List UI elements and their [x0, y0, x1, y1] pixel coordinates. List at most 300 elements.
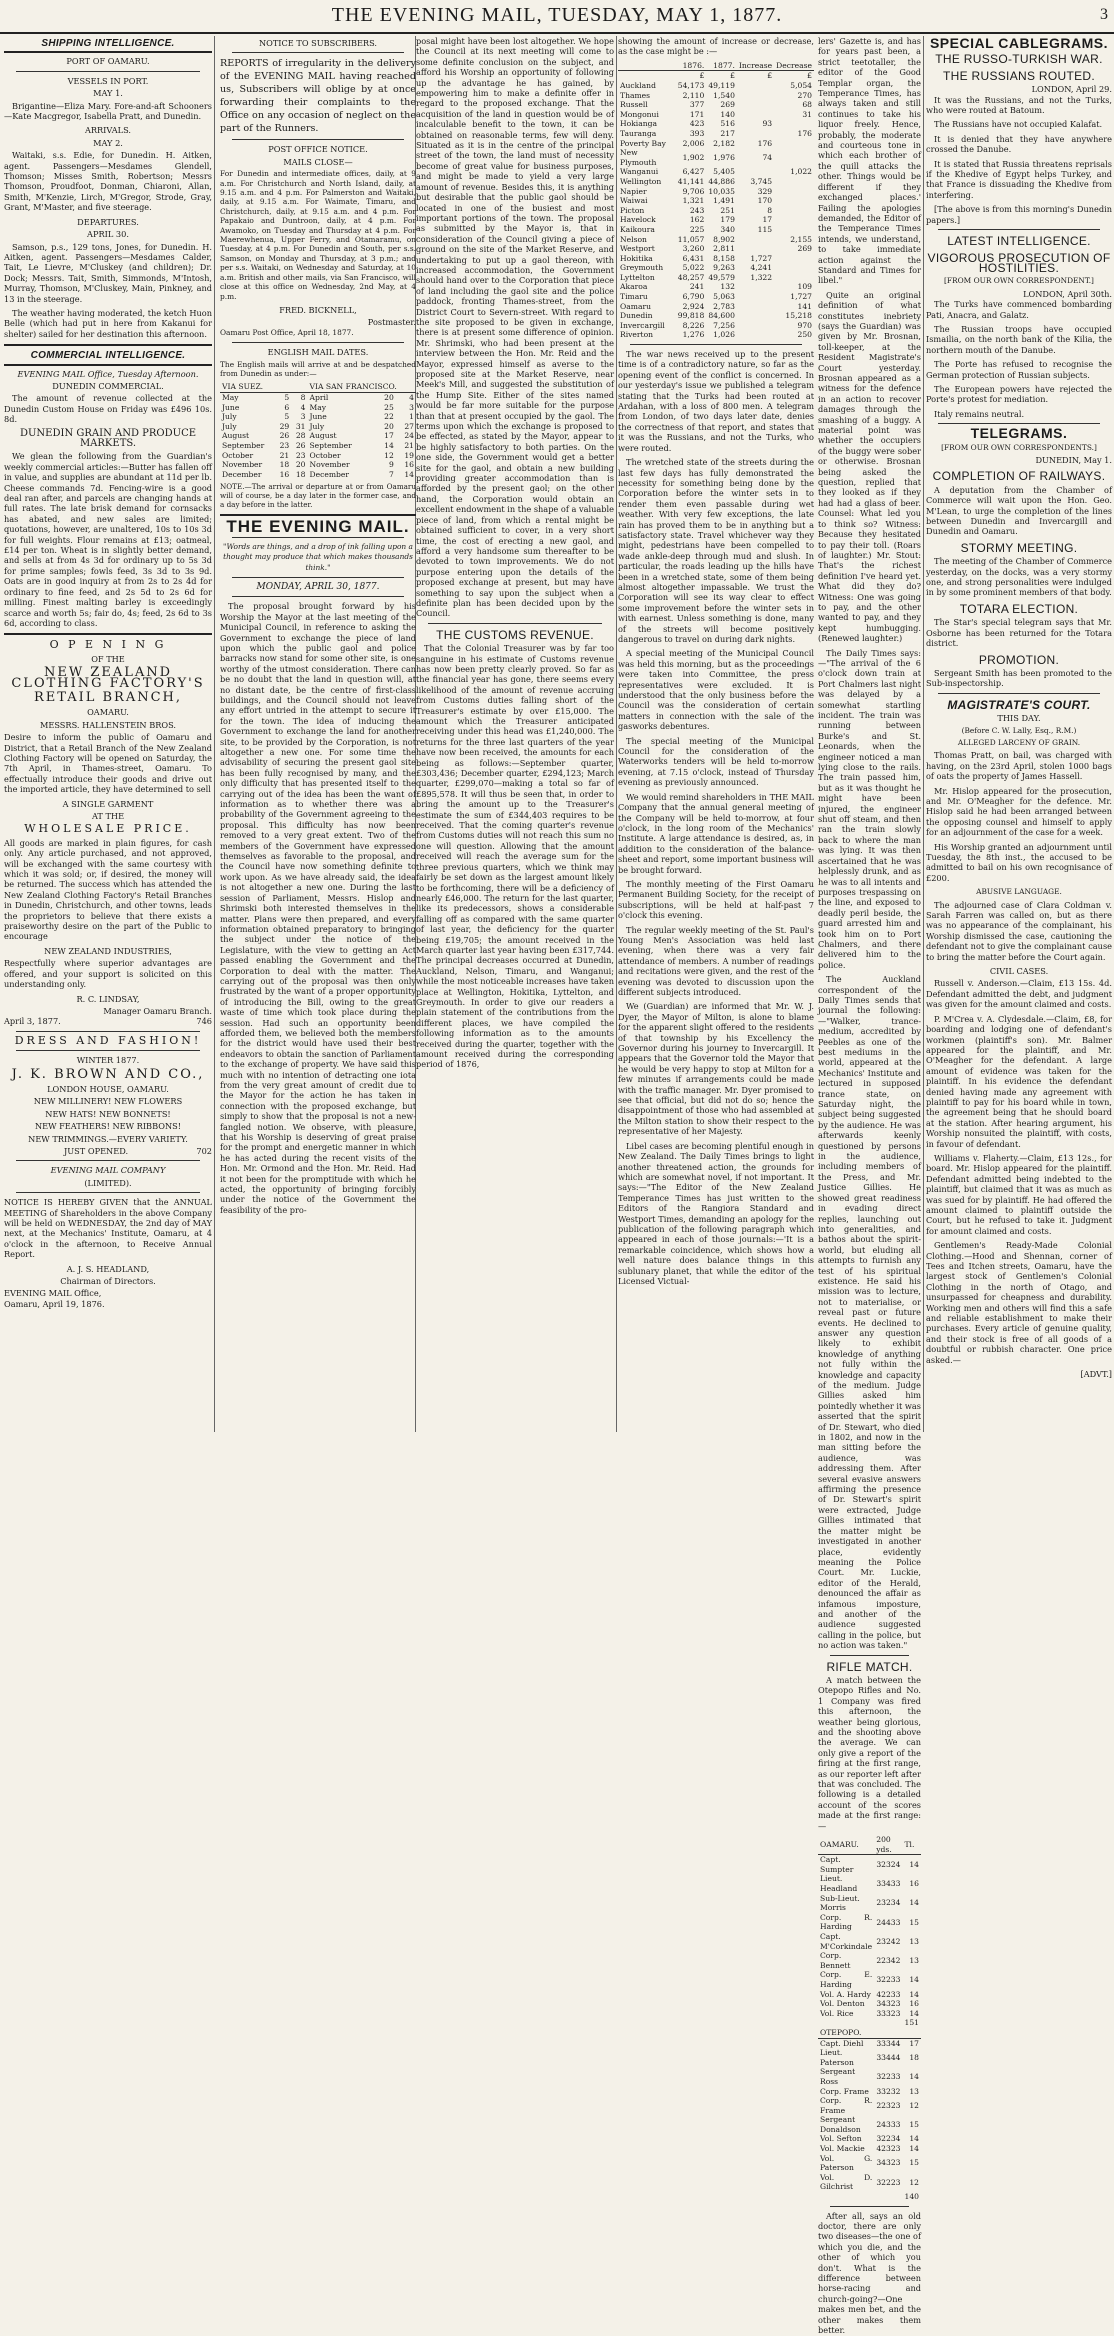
po-date: Oamaru Post Office, April 18, 1877.	[220, 327, 354, 337]
column-5	[818, 36, 921, 2336]
commercial-heading: COMMERCIAL INTELLIGENCE.	[4, 351, 212, 365]
column-rule	[214, 36, 215, 1432]
table-cell: 15	[909, 1917, 919, 1927]
table-cell: 24	[404, 431, 414, 441]
table-cell: 23	[279, 440, 290, 450]
table-cell	[774, 254, 814, 264]
hats-line: NEW HATS! NEW BONNETS!	[45, 1108, 171, 1119]
table-cell: Picton	[620, 205, 645, 215]
table-cell: 22	[384, 412, 394, 422]
table-cell: Sergeant Donaldson	[820, 2115, 861, 2134]
table-cell: Oamaru	[620, 301, 652, 311]
table-cell: 33232	[876, 2086, 901, 2096]
table-cell: 170	[757, 196, 773, 206]
table-cell	[737, 110, 774, 120]
medium-text: The Auckland correspondent of the Daily Times sends that journal the following:—"Walker, trance-medium, accredited by Peebles as one of the best mediums in the world, appeared at the Mechanics' Institute and lectured in supposed trance state, on Saturday night, the subject being suggested by the audience. He was afterwards keenly questioned by persons in the audience, including members of the Press, and Mr. Justice Gillies. He showed great readiness in evading direct replies, launching out into generalities, and bathos about the spirit-world, but eluding all attempts to furnish any test of his spiritual existence. He said his mission was to lecture, not to materialise, or reveal past or future events. He declined to answer any question likely to exhibit knowledge of anything not fully within the knowledge and capacity of the medium. Judge Gillies asked him pointedly whether it was asserted that the spirit of Dr. Stewart, who died in 1802, and now in the man sitting before the audience, was addressing them. After several evasive answers affirming the presence of Dr. Stewart's spirit were extracted, Judge Gillies intimated that the matter might be investigated in another place, evidently meaning the Police Court. Mr. Luckie, editor of the Herald, denounced the affair as infamous imposture, and another of the audience suggested calling in the police, but no action was taken."	[818, 974, 921, 1651]
dunedin-commercial: DUNEDIN COMMERCIAL.	[52, 380, 164, 391]
table-cell: Corp. E. Harding	[820, 1970, 873, 1989]
em-company-heading: EVENING MAIL COMPANY	[50, 1165, 166, 1176]
port-heading: PORT OF OAMARU.	[66, 56, 150, 67]
table-cell: Dunedin	[620, 311, 653, 321]
table-row	[618, 254, 814, 264]
cable-p9: The European powers have rejected the Porte's protest for mediation.	[926, 383, 1112, 405]
table-cell: 17	[762, 215, 773, 225]
suez-header: VIA SUEZ.	[220, 382, 307, 392]
oamaru-total: 151	[904, 2018, 919, 2028]
rifle-heading: RIFLE MATCH.	[826, 1659, 913, 1674]
table-cell	[774, 148, 814, 167]
vessels-date: MAY 1.	[93, 88, 123, 99]
from-correspondents: [FROM OUR OWN CORRESPONDENTS.]	[941, 442, 1097, 452]
oamaru-label: OAMARU.	[87, 707, 129, 718]
winter-label: WINTER 1877.	[76, 1055, 140, 1066]
alleged-heading: ALLEGED LARCENY OF GRAIN.	[957, 737, 1081, 747]
table-cell: May	[222, 392, 239, 402]
grain-heading: DUNEDIN GRAIN AND PRODUCE MARKETS.	[19, 427, 197, 449]
table-cell: August	[309, 431, 337, 441]
table-cell: 5,405	[713, 167, 735, 177]
otepopo-scores-table	[818, 2028, 921, 2202]
unit-cell	[618, 71, 676, 81]
table-cell: 20	[295, 460, 306, 470]
column-header: Increase	[738, 60, 773, 70]
milton-text: We (Guardian) are informed that Mr. W. J. Dyer, the Mayor of Milton, is alone to blame for the apparent slight offered to the residents of that township by his Excellency the Governor during his journey to Invercargill. It appears that the Governor told the Mayor that he would be very happy to stop at Milton for a few minutes if arrangements could be made with the traffic manager. Mr. Dyer promised to see that official, but did not do so; hence the disappointment of those who had assembled at the Milton station to show their respect to the representative of her Majesty.	[618, 1001, 814, 1137]
table-cell: 5,054	[790, 81, 812, 90]
table-cell: October	[309, 450, 341, 460]
stormy-heading: STORMY MEETING.	[960, 540, 1078, 555]
ad-footer-702	[4, 1146, 212, 1156]
table-cell: 8,226	[682, 320, 705, 330]
table-cell: 225	[689, 224, 705, 234]
table-row	[818, 2009, 921, 2019]
table-row	[618, 215, 814, 225]
table-cell: 109	[797, 282, 812, 292]
cable-p1: It was the Russians, and not the Turks, who were routed at Batoum.	[926, 94, 1112, 116]
commercial-office: EVENING MAIL Office, Tuesday Afternoon.	[17, 368, 199, 379]
hallenstein-text: Desire to inform the public of Oamaru and District, that a Retail Branch of the New Zealand Clothing Factory will be opened on Saturday, the 7th April, in Thames-street, Oamaru. To effectually introduce their goods and drive out the imported article, they have determined to sell	[4, 732, 212, 795]
table-row	[818, 1999, 921, 2009]
table-cell	[737, 302, 774, 312]
table-cell: 23234	[876, 1898, 901, 1908]
vigorous-heading: VIGOROUS PROSECUTION OF HOSTILITIES.	[927, 250, 1111, 275]
table-cell: Corp. R. Harding	[820, 1912, 873, 1932]
table-cell: Capt. M'Corkindale	[820, 1932, 873, 1951]
table-row	[618, 302, 814, 312]
limited-label: (LIMITED).	[84, 1177, 132, 1188]
cable-p3: It is denied that they have anywhere crossed the Danube.	[926, 133, 1112, 155]
table-cell: 23242	[876, 1936, 901, 1946]
table-cell: Poverty Bay	[620, 138, 666, 148]
editorial-continued: posal might have been lost altogether. We hope the Council at its next meeting will come to some definite conclusion on the subject, and afford his Worship an opportunity of following up the advantage he has gained, by empowering him to make a definite offer in regard to the proposed exchange. That the acquisition of the land in question would be of incalculable benefit to the town, it can be obtained on reasonable terms, few will deny. Situated as it is in the centre of the principal street of the town, the land must of necessity become of great value for business purposes, and might be made to yield a very large amount of revenue. Besides this, it is anything but desirable that the public gaol should be located in one of the busiest and most important portions of the town. The proposal as submitted by the Mayor is, that in consideration of the Council giving a piece of ground on the site of the Market Reserve, and undertaking to put up a gaol thereon, with increased accommodation, the Government should hand over to the Corporation that piece of land including the gaol site and the police paddock, fronting Thames-street, from the District Court to Severn-street. With regard to the site proposed to be given in exchange, there is at present some difference of opinion. Mr. Shrimski, who had been present at the interview between the Hon. Mr. Reid and the Mayor, expressed himself as averse to the proposed site at the Market Reserve, near Meek's Mill, and suggested the substitution of the Hump Site. Either of the sites named would be far more suitable for the purpose than that at present occupied by the gaol. The terms upon which the exchange is proposed to be effected, as stated by the Mayor, appear to be highly satisfactory to both parties. On the one side, the Government would get a better site for the gaol, and obtain a new building providing greater accommodation than is afforded by the present gaol; on the other hand, the Corporation would obtain an excellent endowment in the shape of a valuable piece of land, from which a rental might be obtained sufficient to cover, in a very short time, the cost of erecting a new gaol, and afford a very handsome sum thereafter to be devoted to town improvements. We do not purpose entering upon the details of the proposed exchange at present, but may have something to say upon the subject when a definite plan has been decided upon by the Council.	[416, 36, 614, 619]
table-cell: 49,119	[708, 81, 735, 90]
table-cell: 14	[909, 1989, 919, 1999]
table-cell: 27	[404, 421, 414, 431]
table-cell: 8,158	[713, 253, 735, 263]
issue-date: MONDAY, APRIL 30, 1877.	[256, 581, 380, 592]
table-row	[220, 460, 416, 470]
council-meeting-text: A special meeting of the Municipal Council was held this morning, but as the proceedings were taken into Committee, the press representatives were excluded. It is understood that the only business before the Council was the consideration of certain matters in connection with the sale of the gasworks debentures.	[618, 648, 814, 732]
bicknell-name: FRED. BICKNELL,	[279, 304, 357, 315]
table-cell: 1,026	[713, 330, 735, 340]
customs-heading: THE CUSTOMS REVENUE.	[436, 627, 594, 642]
industries-text: Respectfully where superior advantages are offered, and your support is solicited on this understanding only.	[4, 958, 212, 990]
table-cell: Corp. Bennett	[820, 1951, 851, 1970]
libel-text: Libel cases are becoming plentiful enough in New Zealand. The Daily Times brings to light another threatened action, the grounds for which are somewhat novel, if not important. It says:—"The Editor of the New Zealand Temperance Times has just written to the Editors of the Rangiora Standard and Westport Times, demanding an apology for the publication of the following paragraph which appeared in each of those journals:—'It is a remarkable coincidence, which shows how a well nature does balance things in this sublunary planet, that while the editor of the Licensed Victual-	[618, 1140, 814, 1286]
table-cell: 33444	[876, 2052, 901, 2062]
table-cell: 17	[384, 431, 394, 441]
table-cell: 270	[797, 90, 812, 100]
column-rule	[616, 36, 617, 1432]
table-cell: 54,173	[677, 81, 705, 90]
headland-name: A. J. S. HEADLAND,	[66, 1263, 150, 1274]
table-cell: 24433	[876, 1917, 901, 1927]
table-row	[618, 263, 814, 273]
table-row	[220, 392, 416, 402]
table-row	[618, 225, 814, 235]
table-cell: 329	[757, 186, 773, 196]
shipping-heading: SHIPPING INTELLIGENCE.	[4, 39, 212, 53]
table-cell: 9,263	[713, 263, 735, 273]
table-cell	[774, 225, 814, 235]
table-cell: 20	[384, 392, 394, 402]
table-cell: 1,727	[790, 292, 812, 302]
table-row	[818, 2096, 921, 2115]
table-cell: 4	[300, 402, 306, 412]
table-cell: 3,745	[750, 176, 773, 186]
table-cell	[774, 139, 814, 149]
telegrams-heading: TELEGRAMS.	[970, 425, 1068, 442]
table-cell: 250	[797, 330, 812, 340]
table-cell: 93	[762, 119, 773, 129]
otepopo-heading: OTEPOPO.	[818, 2028, 874, 2038]
weather-text: The weather having moderated, the ketch Huon Belle (which had put in here from Kakanui for shelter) sailed for her destination this afternoon.	[4, 307, 212, 339]
table-cell: 1,976	[713, 152, 735, 162]
table-cell: September	[309, 440, 352, 450]
brown-heading: J. K. BROWN AND CO.,	[11, 1066, 205, 1082]
london-date-1: LONDON, April 29.	[1031, 84, 1112, 95]
cable-p2: The Russians have not occupied Kalafat.	[934, 119, 1103, 130]
table-row	[618, 177, 814, 187]
table-cell: Vol. Mackie	[820, 2144, 865, 2154]
table-cell: Mongonui	[620, 109, 659, 119]
table-row	[618, 196, 814, 206]
table-cell	[737, 282, 774, 292]
table-cell: 1,022	[790, 167, 812, 177]
arrivals-text: Waitaki, s.s. Edie, for Dunedin. H. Aitken, agent. Passengers—Mesdames Glendell, Thomson; Misses Smith, Robertson; Messrs Thomson, Proudfoot, Donman, Chiaroni, Allan, Smith, M'Kenzie, Lirch, M'Gregor, Strode, Gray, Grant, M'Master, and five steerage.	[4, 150, 212, 213]
table-cell: Capt. Sumpter	[820, 1855, 854, 1874]
table-row	[618, 321, 814, 331]
table-cell: 20	[384, 421, 394, 431]
unit-cell: £	[699, 71, 705, 81]
newspaper-title: THE EVENING MAIL, TUESDAY, MAY 1, 1877.	[331, 4, 783, 26]
table-cell: Havelock	[620, 215, 656, 225]
table-row	[818, 2038, 921, 2048]
table-cell	[737, 167, 774, 177]
table-cell: 3,260	[682, 244, 705, 254]
table-cell: Auckland	[620, 81, 656, 90]
table-row	[618, 139, 814, 149]
this-day: THIS DAY.	[997, 713, 1041, 724]
table-cell: 13	[909, 1955, 919, 1965]
magistrate-heading: MAGISTRATE'S COURT.	[947, 697, 1091, 712]
table-cell: Lieut. Headland	[820, 1874, 858, 1894]
table-cell: 217	[720, 128, 735, 138]
table-cell: 42233	[876, 1989, 901, 1999]
wholesale-heading: WHOLESALE PRICE.	[24, 822, 192, 836]
lindsay-name: R. C. LINDSAY,	[76, 993, 140, 1004]
table-cell	[774, 263, 814, 273]
table-cell: 41,141	[677, 176, 705, 186]
table-cell: 24333	[876, 2120, 901, 2130]
customs-text: The amount of revenue collected at the Dunedin Custom House on Friday was £496 10s. 8d.	[4, 393, 212, 425]
table-cell: Vol. D. Gilchrist	[820, 2172, 873, 2192]
nz-industries: NEW ZEALAND INDUSTRIES,	[44, 945, 172, 956]
table-cell: 2,006	[682, 138, 705, 148]
table-cell: 17	[909, 2038, 919, 2048]
table-cell: 32233	[876, 1975, 901, 1985]
table-cell	[737, 129, 774, 139]
table-cell: 8	[767, 205, 773, 215]
table-cell: Invercargill	[620, 320, 665, 330]
table-cell: 4,241	[750, 263, 773, 273]
column-6	[926, 36, 1112, 1432]
london-house: LONDON HOUSE, OAMARU.	[47, 1083, 169, 1094]
motto: "Words are things, and a drop of ink falling upon a thought may produce that which makes thousands think."	[223, 541, 413, 572]
table-cell: 49,579	[708, 272, 735, 282]
arrivals-date: MAY 2.	[93, 137, 123, 148]
table-row	[818, 2173, 921, 2192]
table-cell: 141	[797, 301, 812, 311]
table-cell: Vol. G. Paterson	[820, 2153, 873, 2173]
table-cell: 4	[409, 392, 414, 402]
latest-heading: LATEST INTELLIGENCE.	[947, 234, 1091, 249]
table-cell: 6	[284, 402, 290, 412]
table-cell: 33323	[876, 2008, 901, 2018]
table-cell: 2,155	[790, 234, 812, 244]
table-cell: Waiwai	[620, 196, 648, 206]
table-cell: 1,321	[682, 196, 705, 206]
wholesale-text: All goods are marked in plain figures, for cash only. Any article purchased, and not approved, will be exchanged with the same courtesy with which it was sold; or, if desired, the money will be returned. The success which has attended the New Zealand Clothing Factory's Retail Branches in Dunedin, Christchurch, and other towns, leads the proprietors to believe that there exists a praiseworthy desire on the part of the Public to encourage	[4, 837, 212, 942]
court-p18: The adjourned case of Clara Coldman v. Sarah Farren was called on, but as there was no appearance of the complainant, his Worship dismissed the case, cautioning the defendant not to give the complainant cause to bring the matter before the Court again.	[926, 899, 1112, 962]
table-cell: December	[309, 469, 349, 479]
table-cell: Vol. Rice	[820, 2008, 854, 2018]
table-cell: Akaroa	[620, 282, 648, 292]
table-cell: 14	[909, 1898, 919, 1908]
nz-clothing-heading: NEW ZEALAND CLOTHING FACTORY'S	[11, 665, 205, 691]
postmaster-role: Postmaster.	[367, 317, 416, 328]
railways-text: A deputation from the Chamber of Commerce will wait upon the Hon. Geo. M'Lean, to urge the completion of the lines between Dunedin and Invercargill and Dunedin and Oamaru.	[926, 484, 1112, 537]
table-cell: 393	[689, 128, 705, 138]
table-row	[818, 1951, 921, 1970]
table-cell: 1,276	[682, 330, 705, 340]
table-cell: 32233	[876, 2072, 901, 2082]
table-row	[220, 470, 416, 480]
table-cell	[774, 187, 814, 197]
table-row	[818, 2087, 921, 2097]
table-cell: 243	[689, 205, 705, 215]
table-cell: November	[222, 460, 263, 470]
advt-label: [ADVT.]	[1080, 1369, 1112, 1380]
table-row	[618, 167, 814, 177]
table-row	[818, 1932, 921, 1951]
table-row	[818, 1894, 921, 1913]
table-cell: 12	[384, 450, 394, 460]
clothing-ad: Gentlemen's Ready-Made Colonial Clothing.—Hood and Shennan, corner of Tees and Itchen streets, Oamaru, have the largest stock of Gentlemen's Colonial Clothing in the north of Otago, and unsurpassed for cheapness and durability. Working men and others will find this a safe and reliable establishment to make their purchases. Every article of genuine quality, and their stock is free of all goods of a doubtful or rubbish character. One price asked.—	[926, 1240, 1112, 1365]
table-cell: July	[309, 421, 325, 431]
libel-continued: lers' Gazette is, and has for years past been, a strict teetotaller, the editor of the Good Templar organ, the Temperance Times, has always taken and still continues to take his liquor freely. Hence, probably, the moderate and courteous tone in which each brother of the quill attacks the other. Things would be different if they exchanged places.' Failing the apologies demanded, the Editor of the Temperance Times intends, we understand, to take immediate action against the Standard and Times for libel."	[818, 36, 921, 286]
table-cell: 18	[279, 460, 290, 470]
table-row	[818, 1990, 921, 2000]
english-mail-heading: ENGLISH MAIL DATES.	[267, 347, 369, 358]
yds-header: 200 yds.	[874, 1835, 902, 1855]
cable-p8: The Porte has refused to recognise the German protection of Russian subjects.	[926, 359, 1112, 380]
war-heading: THE RUSSO-TURKISH WAR.	[935, 52, 1103, 67]
table-cell	[774, 196, 814, 206]
table-cell: 140	[720, 109, 735, 119]
table-cell: 42323	[876, 2144, 901, 2154]
table-cell: 16	[909, 1879, 919, 1889]
table-intro: showing the amount of increase or decrease, as the case might be :—	[618, 36, 814, 57]
feathers-line: NEW FEATHERS! NEW RIBBONS!	[34, 1121, 182, 1132]
table-cell: 2,783	[713, 301, 735, 311]
table-cell: 14	[404, 469, 414, 479]
table-cell: 32223	[876, 2177, 901, 2187]
table-cell: 269	[797, 244, 812, 254]
table-cell: November	[309, 460, 350, 470]
dress-fashion-heading: DRESS AND FASHION!	[14, 1033, 202, 1047]
editorial-text: The proposal brought forward by his Worship the Mayor at the last meeting of the Municipal Council, in reference to asking the Government to exchange the piece of land upon which the public gaol and police barracks now stand for some other site, is one worthy of the utmost consideration. There can be no doubt that the land in question will, at no distant date, be the centre of first-class buildings, and the Council should not leave any effort untried in the attempt to secure it for the town. The idea of inducing the Government to exchange the land for another site, to be provided by the Corporation, is not altogether a new one. For some time the advisability of securing the present gaol site has been fully recognised by many, and the only difficulty that has presented itself to the carrying out of the idea has been the want of information as to whether there was a probability of the Government agreeing to the proposal. This difficulty has now been removed to a very great extent. Two of the members of the Government have expressed themselves as favorable to the proposal, and the Council have now something definite to work upon. As we have already said, the idea is not altogether a new one. During the last session of Parliament, Messrs. Hislop and Shrimski both interested themselves in the matter. Plans were then prepared, and every information obtained preparatory to bringing the subject under the notice of the Legislature, with the view to getting an Act passed enabling the Government and the Corporation to deal with the matter. The carrying out of the proposal was then only frustrated by the want of a proper opportunity of introducing the Bill, owing to the great waste of time which took place during the session. Had such an opportunity been afforded them, we believed both the members for the district would have used their best endeavors to obtain the sanction of Parliament to the exchange of property. We have said this much with no intention of detracting one iota from the very great amount of credit due to the Mayor for the action he has taken in connection with the proposed exchange, but simply to show that the proposal is not a new-fangled notion. We observe, with pleasure, that his Worship is deserving of great praise for the prompt and energetic manner in which he has acted during the recent visits of the Hon. Mr. Ormond and the Hon. Mr. Reid. Had it not been for the promptitude with which he acted, the opportunity of bringing forcibly under the notice of the Government the feasibility of the pro-	[220, 601, 416, 1215]
table-cell: September	[222, 440, 265, 450]
table-cell: 1,727	[750, 253, 773, 263]
table-cell: 13	[909, 1936, 919, 1946]
table-cell	[737, 81, 774, 91]
table-cell: 10,035	[708, 186, 735, 196]
table-cell: 2,110	[682, 90, 705, 100]
table-cell: 7,256	[713, 320, 735, 330]
table-cell: 269	[720, 100, 735, 110]
just-opened: JUST OPENED.	[64, 1145, 129, 1156]
table-row	[618, 81, 814, 91]
column-2	[220, 36, 416, 1432]
table-cell: 14	[909, 2134, 919, 2144]
inebriety-text: Quite an original definition of what constitutes inebriety (says the Guardian) was given by Mr. Brosnan, toll-keeper, at the Resident Magistrate's Court yesterday. Brosnan appeared as a witness for the defence in an action to recover damages through the smashing of a buggy. A material point was whether the occupiers of the buggy were sober or otherwise. Brosnan being asked the question, replied that they looked as if they had had a glass of beer. Counsel: What led you to think so? Witness: Because they hesitated to pay their toll. (Roars of laughter.) Mr. Stout: That's the richest definition I've heard yet. What did they do? Witness: One was going to pay, and the other wanted to pay, and they kept humbugging. (Renewed laughter.)	[818, 289, 921, 644]
departures-text: Samson, p.s., 129 tons, Jones, for Dunedin. H. Aitken, agent. Passengers—Mesdames Calder, Tait, Le Lievre, M'Cluskey (and children); Dr. Dock; Messrs. Tait, Smith, Simmonds, M'Intosh, Murray, Thomson, M'Cluskey, Main, Pinkney, and 13 in the steerage.	[4, 241, 212, 304]
table-cell: Riverton	[620, 330, 654, 340]
table-cell: 18	[295, 469, 306, 479]
table-row	[618, 187, 814, 197]
masthead	[0, 0, 1114, 34]
table-cell: 16	[909, 1999, 919, 2009]
doctor-text: After all, says an old doctor, there are only two diseases—the one of which you die, and the other of which you don't. What is the difference between horse-racing and church-going?—One makes men bet, and the other makes them better.	[818, 2210, 921, 2336]
table-cell: 3	[300, 412, 306, 422]
table-cell: 14	[909, 1860, 919, 1870]
mail-note: NOTE.—The arrival or departure at or from Oamaru will of course, be a day later in the former case, and a day before in the latter.	[220, 482, 416, 510]
routed-heading: THE RUSSIANS ROUTED.	[942, 68, 1095, 83]
table-cell: Kaikoura	[620, 224, 655, 234]
streets-text: The wretched state of the streets during the last few days has fully demonstrated the necessity for something being done by the Corporation before the winter sets in to render them even passable during wet weather. With very few exceptions, the late rain has proved them to be in anything but a satisfactory state. Travel whichever way they might, pedestrians have been compelled to wade ankle-deep through mud and slush. In particular, the roads leading up the hills have been in a wretched state, some of them being almost altogether impassable. We trust the Corporation will see its way clear to effect some improvement before the winter sets in with earnest. Unless something is done, many of the streets will become positively dangerous to travel on during dark nights.	[618, 457, 814, 644]
table-cell: 19	[404, 450, 414, 460]
dunedin-date: DUNEDIN, May 1.	[1035, 455, 1112, 465]
table-row	[618, 244, 814, 254]
table-cell: Lieut. Paterson	[820, 2048, 854, 2067]
oamaru-scores-table	[818, 1835, 921, 2028]
table-cell: 48,257	[677, 272, 705, 282]
column-header: Decrease	[776, 60, 812, 70]
table-row	[618, 282, 814, 292]
table-cell: 6,431	[682, 253, 705, 263]
table-cell: 14	[909, 2144, 919, 2154]
table-cell: 44,886	[708, 176, 735, 186]
court-p21: Williams v. Flaherty.—Claim, £13 12s., for board. Mr. Hislop appeared for the plaintiff. Defendant admitted being indebted to the plaintiff, but claimed that it was as much as was sued for by plaintiff. He had offered the amount claimed to plaintiff outside the Court, but he refused to take it. Judgment for amount claimed and costs.	[926, 1152, 1112, 1236]
ad-footer-746	[4, 1016, 212, 1026]
table-cell: 7	[388, 469, 394, 479]
table-cell: April	[309, 392, 329, 402]
abusive-heading: ABUSIVE LANGUAGE.	[976, 887, 1062, 897]
retail-heading: RETAIL BRANCH,	[33, 689, 183, 705]
mail-dates-table	[220, 382, 416, 479]
table-cell: Tauranga	[620, 128, 657, 138]
table-cell: 26	[279, 431, 290, 441]
departures-heading: DEPARTURES.	[77, 216, 139, 227]
post-office-heading: POST OFFICE NOTICE.	[268, 144, 368, 155]
table-cell	[737, 100, 774, 110]
stormy-text: The meeting of the Chamber of Commerce yesterday, on the docks, was a very stormy one, and strong personalities were indulged in by some prominent members of that body.	[926, 556, 1112, 598]
table-cell: 14	[909, 1975, 919, 1985]
vessels-text: Brigantine—Eliza Mary. Fore-and-aft Schooners—Kate Macgregor, Isabella Pratt, and Dunedin.	[4, 100, 212, 122]
notice-heading: NOTICE TO SUBSCRIBERS.	[258, 38, 378, 48]
table-cell: Sergeant Ross	[820, 2067, 856, 2086]
table-row	[220, 422, 416, 432]
oamaru-heading: OAMARU.	[818, 1835, 874, 1855]
table-cell: 31	[802, 109, 812, 119]
evening-mail-heading: THE EVENING MAIL.	[226, 517, 410, 537]
court-p16: Mr. Hislop appeared for the prosecution, and Mr. O'Meagher for the defence. Mr. Hislop said he had been arranged between the opposing counsel and himself to apply for an adjournment of the case for a week.	[926, 785, 1112, 838]
st-pauls-text: The regular weekly meeting of the St. Paul's Young Men's Association was held last evening, when there was a very fair attendance of members. A number of readings and recitations were given, and the rest of the evening was devoted to discussion upon the different subjects introduced.	[618, 924, 814, 997]
table-cell: 74	[762, 152, 773, 162]
column-3	[416, 36, 614, 1432]
hallenstein-heading: MESSRS. HALLENSTEIN BROS.	[39, 719, 177, 730]
notice-text: NOTICE IS HEREBY GIVEN that the ANNUAL MEETING of Shareholders in the above Company will be held on WEDNESDAY, the 2nd day of MAY next, at the Mechanics' Institute, Oamaru, at 4 o'clock in the afternoon, to Receive Annual Report.	[4, 1197, 212, 1260]
table-cell: 2,182	[713, 138, 735, 148]
vessels-heading: VESSELS IN PORT.	[67, 75, 149, 86]
table-row	[818, 2154, 921, 2173]
table-cell: December	[222, 469, 262, 479]
table-cell: 31	[295, 421, 306, 431]
shareholders-text: We would remind shareholders in THE MAIL Company that the annual general meeting of the Company will be held to-morrow, at four o'clock, in the long room of the Mechanics' Institute. A large attendance is desired, as, in addition to the consideration of the balance-sheet and report, some important business will be brought forward.	[618, 791, 814, 875]
rifle-text: A match between the Otepopo Rifles and No. 1 Company was fired this afternoon, the weather being glorious, and the shooting above the average. We can only give a report of the firing at the first range, as our reporter left after that was concluded. The following is a detailed account of the scores made at the first range:—	[818, 1674, 921, 1831]
column-header: 1876.	[676, 61, 707, 71]
table-cell: 2,811	[713, 244, 735, 254]
table-cell: 179	[720, 215, 735, 225]
table-cell: 241	[689, 282, 705, 292]
table-cell: 970	[797, 320, 812, 330]
ad-number: 702	[196, 1145, 212, 1156]
table-cell: 5	[284, 412, 290, 422]
table-cell: 1,322	[750, 272, 773, 282]
table-row	[618, 273, 814, 283]
column-rule	[923, 36, 924, 1432]
table-cell: October	[222, 450, 254, 460]
table-cell: June	[309, 412, 327, 422]
train-text: The Daily Times says:—"The arrival of the 6 o'clock down train at Port Chalmers last night was delayed by a somewhat startling incident. The train was running between Burke's and St. Leonards, when the engineer noticed a man lying close to the rails. The train passed him, but as it was thought he might have been injured, the engineer shut off steam, and then ran the train slowly back to where the man was lying. It was then ascertained that he was helplessly drunk, and as he was to all intents and purposes trespassing on the line, and exposed to deadly peril beside, the guard arrested him and took him on to Port Chalmers, and there delivered him to the police.	[818, 647, 921, 970]
table-row	[618, 206, 814, 216]
table-cell: 34323	[876, 2158, 901, 2168]
table-cell	[737, 235, 774, 245]
unit-cell: £	[730, 71, 735, 81]
court-p19: Russell v. Anderson.—Claim, £13 15s. 4d. Defendant admitted the debt, and judgment was given for the amount claimed and costs.	[926, 978, 1112, 1010]
table-row	[618, 235, 814, 245]
table-cell	[737, 330, 774, 340]
